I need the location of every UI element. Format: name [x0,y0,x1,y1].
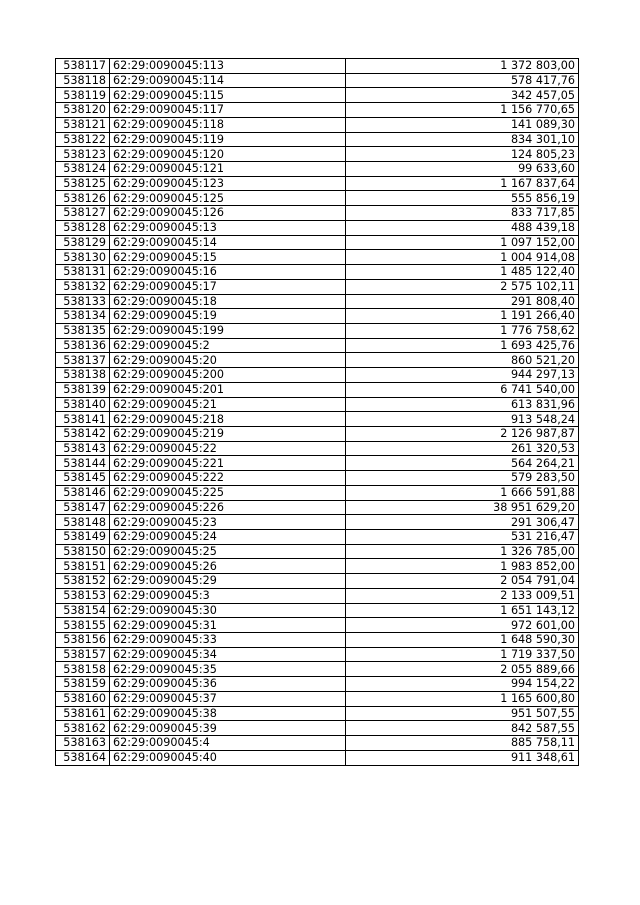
table-row [56,309,579,324]
table-row [56,162,579,177]
row-number-cell: 538149 [56,530,110,545]
cadastral-number-cell: 62:29:0090045:26 [110,559,346,574]
table-row [56,603,579,618]
cadastral-number-cell: 62:29:0090045:199 [110,323,346,338]
cadastral-value-cell: 1 648 590,30 [346,633,579,648]
table-row [56,485,579,500]
cadastral-number-cell: 62:29:0090045:226 [110,500,346,515]
row-number-cell: 538155 [56,618,110,633]
row-number-cell: 538148 [56,515,110,530]
cadastral-value-cell: 972 601,00 [346,618,579,633]
cadastral-number-cell: 62:29:0090045:36 [110,677,346,692]
table-row [56,677,579,692]
cadastral-value-cell: 2 575 102,11 [346,279,579,294]
row-number-cell: 538121 [56,117,110,132]
table-row [56,544,579,559]
cadastral-number-cell: 62:29:0090045:38 [110,706,346,721]
cadastral-value-cell: 613 831,96 [346,397,579,412]
table-row [56,515,579,530]
cadastral-value-cell: 834 301,10 [346,132,579,147]
cadastral-number-cell: 62:29:0090045:39 [110,721,346,736]
cadastral-value-cell: 911 348,61 [346,750,579,765]
table-row [56,368,579,383]
table-row [56,397,579,412]
cadastral-number-cell: 62:29:0090045:20 [110,353,346,368]
cadastral-number-cell: 62:29:0090045:115 [110,88,346,103]
cadastral-value-cell: 1 167 837,64 [346,176,579,191]
table-row [56,588,579,603]
table-row [56,721,579,736]
cadastral-number-cell: 62:29:0090045:30 [110,603,346,618]
cadastral-number-cell: 62:29:0090045:125 [110,191,346,206]
cadastral-value-cell: 1 485 122,40 [346,265,579,280]
cadastral-number-cell: 62:29:0090045:16 [110,265,346,280]
cadastral-value-cell: 531 216,47 [346,530,579,545]
cadastral-number-cell: 62:29:0090045:31 [110,618,346,633]
cadastral-number-cell: 62:29:0090045:35 [110,662,346,677]
cadastral-value-cell: 1 651 143,12 [346,603,579,618]
cadastral-number-cell: 62:29:0090045:4 [110,736,346,751]
cadastral-number-cell: 62:29:0090045:222 [110,471,346,486]
table-row [56,426,579,441]
cadastral-number-cell: 62:29:0090045:118 [110,117,346,132]
cadastral-value-cell: 2 126 987,87 [346,426,579,441]
cadastral-number-cell: 62:29:0090045:113 [110,59,346,74]
cadastral-value-cell: 488 439,18 [346,220,579,235]
table-row [56,559,579,574]
cadastral-number-cell: 62:29:0090045:33 [110,633,346,648]
row-number-cell: 538126 [56,191,110,206]
table-body [56,59,579,766]
table-row [56,691,579,706]
table-row [56,250,579,265]
row-number-cell: 538133 [56,294,110,309]
cadastral-number-cell: 62:29:0090045:17 [110,279,346,294]
table-row [56,235,579,250]
cadastral-number-cell: 62:29:0090045:219 [110,426,346,441]
cadastral-number-cell: 62:29:0090045:225 [110,485,346,500]
table-row [56,662,579,677]
cadastral-value-cell: 913 548,24 [346,412,579,427]
cadastral-number-cell: 62:29:0090045:200 [110,368,346,383]
row-number-cell: 538146 [56,485,110,500]
row-number-cell: 538161 [56,706,110,721]
table-row [56,530,579,545]
row-number-cell: 538157 [56,647,110,662]
table-row [56,191,579,206]
cadastral-value-cell: 1 666 591,88 [346,485,579,500]
table-row [56,88,579,103]
cadastral-value-cell: 951 507,55 [346,706,579,721]
cadastral-number-cell: 62:29:0090045:201 [110,382,346,397]
cadastral-value-cell: 141 089,30 [346,117,579,132]
cadastral-number-cell: 62:29:0090045:23 [110,515,346,530]
cadastral-value-cell: 38 951 629,20 [346,500,579,515]
row-number-cell: 538124 [56,162,110,177]
row-number-cell: 538138 [56,368,110,383]
cadastral-number-cell: 62:29:0090045:34 [110,647,346,662]
table-row [56,441,579,456]
row-number-cell: 538139 [56,382,110,397]
cadastral-value-cell: 994 154,22 [346,677,579,692]
table-row [56,59,579,74]
row-number-cell: 538160 [56,691,110,706]
row-number-cell: 538140 [56,397,110,412]
row-number-cell: 538152 [56,574,110,589]
row-number-cell: 538144 [56,456,110,471]
table-row [56,456,579,471]
cadastral-number-cell: 62:29:0090045:37 [110,691,346,706]
row-number-cell: 538117 [56,59,110,74]
cadastral-value-cell: 342 457,05 [346,88,579,103]
cadastral-number-cell: 62:29:0090045:123 [110,176,346,191]
cadastral-number-cell: 62:29:0090045:221 [110,456,346,471]
cadastral-value-cell: 564 264,21 [346,456,579,471]
row-number-cell: 538136 [56,338,110,353]
row-number-cell: 538158 [56,662,110,677]
cadastral-value-cell: 885 758,11 [346,736,579,751]
cadastral-number-cell: 62:29:0090045:114 [110,73,346,88]
table-row [56,294,579,309]
cadastral-value-cell: 1 004 914,08 [346,250,579,265]
cadastral-number-cell: 62:29:0090045:13 [110,220,346,235]
cadastral-value-cell: 1 693 425,76 [346,338,579,353]
table-row [56,412,579,427]
cadastral-number-cell: 62:29:0090045:15 [110,250,346,265]
cadastral-number-cell: 62:29:0090045:126 [110,206,346,221]
row-number-cell: 538134 [56,309,110,324]
cadastral-value-cell: 124 805,23 [346,147,579,162]
cadastral-value-cell: 1 156 770,65 [346,103,579,118]
row-number-cell: 538137 [56,353,110,368]
cadastral-value-cell: 1 372 803,00 [346,59,579,74]
table-row [56,618,579,633]
cadastral-number-cell: 62:29:0090045:22 [110,441,346,456]
table-row [56,73,579,88]
row-number-cell: 538150 [56,544,110,559]
cadastral-number-cell: 62:29:0090045:119 [110,132,346,147]
row-number-cell: 538119 [56,88,110,103]
row-number-cell: 538162 [56,721,110,736]
cadastral-value-cell: 579 283,50 [346,471,579,486]
row-number-cell: 538129 [56,235,110,250]
row-number-cell: 538154 [56,603,110,618]
row-number-cell: 538120 [56,103,110,118]
table-row [56,736,579,751]
table-row [56,147,579,162]
cadastral-number-cell: 62:29:0090045:25 [110,544,346,559]
table-row [56,323,579,338]
row-number-cell: 538123 [56,147,110,162]
cadastral-value-cell: 2 055 889,66 [346,662,579,677]
table-row [56,265,579,280]
row-number-cell: 538164 [56,750,110,765]
row-number-cell: 538130 [56,250,110,265]
row-number-cell: 538145 [56,471,110,486]
cadastral-value-cell: 1 326 785,00 [346,544,579,559]
cadastral-number-cell: 62:29:0090045:19 [110,309,346,324]
cadastral-value-cell: 1 191 266,40 [346,309,579,324]
cadastral-number-cell: 62:29:0090045:3 [110,588,346,603]
row-number-cell: 538153 [56,588,110,603]
table-row [56,220,579,235]
table-row [56,647,579,662]
cadastral-number-cell: 62:29:0090045:18 [110,294,346,309]
row-number-cell: 538147 [56,500,110,515]
row-number-cell: 538159 [56,677,110,692]
table-row [56,103,579,118]
table-row [56,132,579,147]
cadastral-value-cell: 2 133 009,51 [346,588,579,603]
table-row [56,574,579,589]
cadastral-value-cell: 842 587,55 [346,721,579,736]
cadastral-number-cell: 62:29:0090045:40 [110,750,346,765]
row-number-cell: 538125 [56,176,110,191]
cadastral-value-cell: 1 776 758,62 [346,323,579,338]
row-number-cell: 538135 [56,323,110,338]
row-number-cell: 538122 [56,132,110,147]
cadastral-number-cell: 62:29:0090045:24 [110,530,346,545]
cadastral-number-cell: 62:29:0090045:117 [110,103,346,118]
cadastral-value-cell: 6 741 540,00 [346,382,579,397]
table-row [56,382,579,397]
table-row [56,176,579,191]
cadastral-number-cell: 62:29:0090045:2 [110,338,346,353]
table-row [56,206,579,221]
cadastral-value-cell: 944 297,13 [346,368,579,383]
table-row [56,633,579,648]
cadastral-value-cell: 291 306,47 [346,515,579,530]
cadastral-value-cell: 860 521,20 [346,353,579,368]
row-number-cell: 538163 [56,736,110,751]
table-row [56,750,579,765]
cadastral-number-cell: 62:29:0090045:29 [110,574,346,589]
cadastral-value-cell: 99 633,60 [346,162,579,177]
cadastral-value-cell: 1 983 852,00 [346,559,579,574]
cadastral-number-cell: 62:29:0090045:121 [110,162,346,177]
row-number-cell: 538131 [56,265,110,280]
row-number-cell: 538156 [56,633,110,648]
cadastral-value-cell: 555 856,19 [346,191,579,206]
cadastral-value-cell: 578 417,76 [346,73,579,88]
row-number-cell: 538151 [56,559,110,574]
cadastral-number-cell: 62:29:0090045:218 [110,412,346,427]
cadastral-number-cell: 62:29:0090045:120 [110,147,346,162]
table-row [56,117,579,132]
table-row [56,279,579,294]
row-number-cell: 538128 [56,220,110,235]
cadastral-value-cell: 291 808,40 [346,294,579,309]
row-number-cell: 538127 [56,206,110,221]
row-number-cell: 538132 [56,279,110,294]
table-row [56,338,579,353]
cadastral-number-cell: 62:29:0090045:21 [110,397,346,412]
table-row [56,471,579,486]
cadastral-value-cell: 833 717,85 [346,206,579,221]
table-row [56,500,579,515]
row-number-cell: 538118 [56,73,110,88]
cadastral-number-cell: 62:29:0090045:14 [110,235,346,250]
cadastral-value-cell: 1 719 337,50 [346,647,579,662]
table-row [56,706,579,721]
cadastral-value-cell: 1 097 152,00 [346,235,579,250]
cadastral-value-cell: 261 320,53 [346,441,579,456]
cadastral-value-cell: 2 054 791,04 [346,574,579,589]
row-number-cell: 538143 [56,441,110,456]
row-number-cell: 538141 [56,412,110,427]
table-row [56,353,579,368]
cadastral-value-table [55,58,579,766]
cadastral-value-cell: 1 165 600,80 [346,691,579,706]
row-number-cell: 538142 [56,426,110,441]
